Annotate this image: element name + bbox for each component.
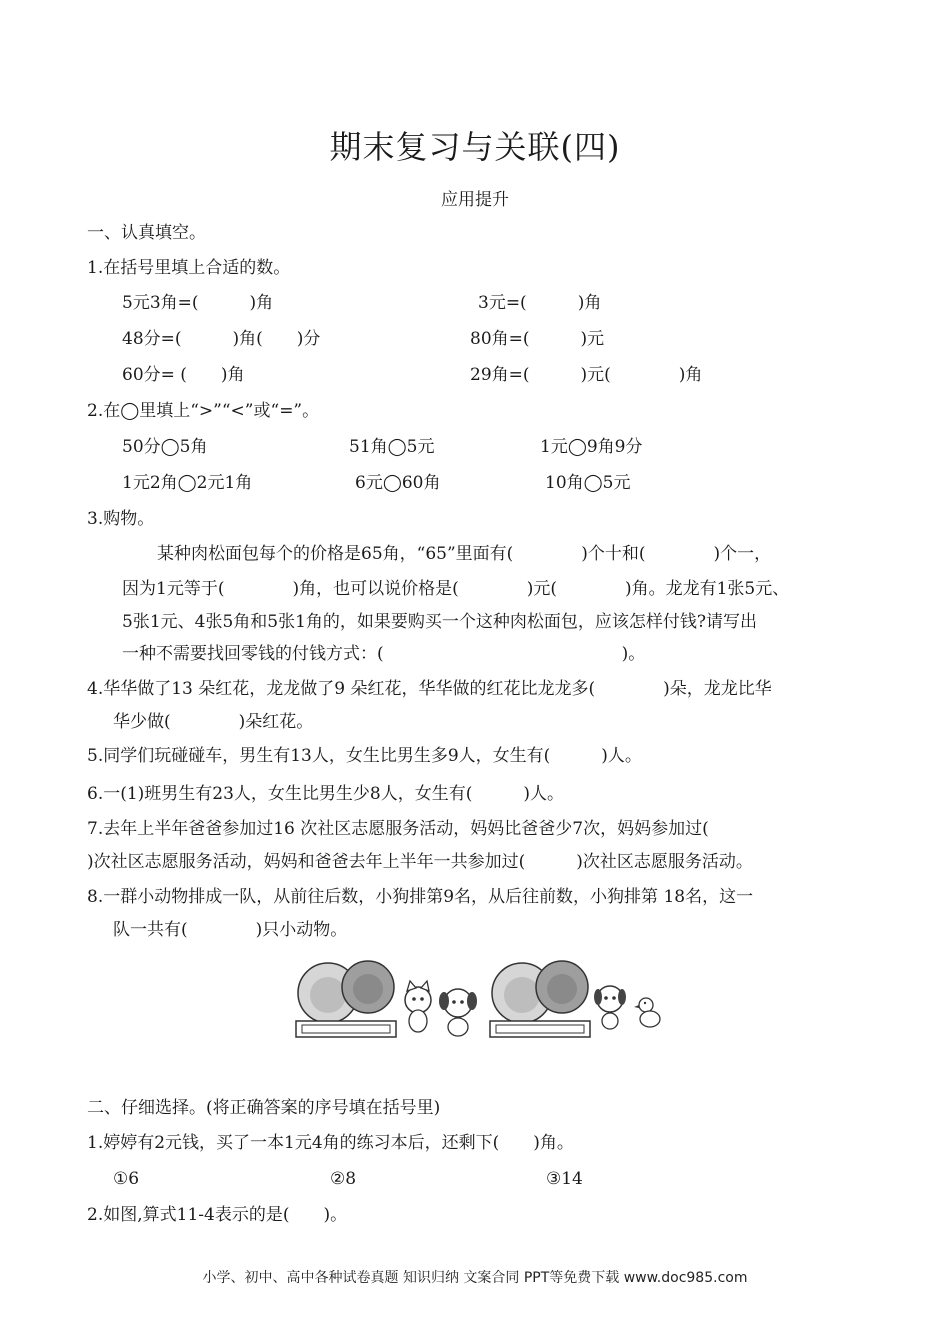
q2-item: 51角◯5元 xyxy=(349,437,435,457)
q7-line: 7.去年上半年爸爸参加过16 次社区志愿服务活动，妈妈比爸爸少7次，妈妈参加过( xyxy=(87,819,709,839)
q1-item: 5元3角=( )角 xyxy=(122,293,274,313)
q5-text: 5.同学们玩碰碰车，男生有13人，女生比男生多9人，女生有( )人。 xyxy=(87,746,642,766)
q2-item: 6元◯60角 xyxy=(355,473,441,493)
q4-line: 华少做( )朵红花。 xyxy=(113,712,314,732)
q3-line: 5张1元、4张5角和5张1角的，如果要购买一个这种肉松面包，应该怎样付钱?请写出 xyxy=(122,612,758,632)
flower-planter-left xyxy=(296,961,396,1037)
q8-line: 队一共有( )只小动物。 xyxy=(113,920,348,940)
q2-item: 1元◯9角9分 xyxy=(540,437,643,457)
q2-prompt: 2.在◯里填上“>”“<”或“=”。 xyxy=(87,401,320,421)
q1-item: 80角=( )元 xyxy=(470,329,605,349)
q4-line: 4.华华做了13 朵红花，龙龙做了9 朵红花，华华做的红花比龙龙多( )朵，龙龙比华 xyxy=(87,679,772,699)
s2-q1-option: ①6 xyxy=(113,1169,140,1189)
q8-line: 8.一群小动物排成一队，从前往后数，小狗排第9名，从后往前数，小狗排第 18名，这一 xyxy=(87,887,754,907)
cat-icon xyxy=(405,981,431,1032)
q2-item: 50分◯5角 xyxy=(122,437,208,457)
q2-item: 1元2角◯2元1角 xyxy=(122,473,253,493)
q1-prompt: 1.在括号里填上合适的数。 xyxy=(87,258,291,278)
q3-prompt: 3.购物。 xyxy=(87,509,155,529)
page-title: 期末复习与关联(四) xyxy=(329,128,621,166)
q1-item: 48分=( )角( )分 xyxy=(122,329,321,349)
animals-queue-illustration xyxy=(290,955,670,1045)
s2-q1-option: ③14 xyxy=(546,1169,583,1189)
q3-line: 一种不需要找回零钱的付钱方式：( )。 xyxy=(122,644,646,664)
section1-heading: 一、认真填空。 xyxy=(87,223,206,243)
chick-icon xyxy=(634,998,660,1027)
s2-q1-prompt: 1.婷婷有2元钱，买了一本1元4角的练习本后，还剩下( )角。 xyxy=(87,1133,574,1153)
q1-item: 60分= ( )角 xyxy=(122,365,245,385)
q3-line: 因为1元等于( )角，也可以说价格是( )元( )角。龙龙有1张5元、 xyxy=(122,579,790,599)
flower-planter-right xyxy=(490,961,590,1037)
q2-item: 10角◯5元 xyxy=(545,473,631,493)
q1-item: 29角=( )元( )角 xyxy=(470,365,703,385)
q1-item: 3元=( )角 xyxy=(478,293,602,313)
s2-q1-option: ②8 xyxy=(330,1169,357,1189)
q7-line: )次社区志愿服务活动，妈妈和爸爸去年上半年一共参加过( )次社区志愿服务活动。 xyxy=(87,852,753,872)
dog-icon xyxy=(439,989,477,1036)
q3-line: 某种肉松面包每个的价格是65角，“65”里面有( )个十和( )个一， xyxy=(157,544,772,564)
footer-text: 小学、初中、高中各种试卷真题 知识归纳 文案合同 PPT等免费下载 www.doc985.com xyxy=(202,1270,748,1286)
q6-text: 6.一(1)班男生有23人，女生比男生少8人，女生有( )人。 xyxy=(87,784,565,804)
page-subtitle: 应用提升 xyxy=(441,190,509,210)
section2-heading: 二、仔细选择。(将正确答案的序号填在括号里) xyxy=(87,1098,441,1118)
s2-q2-prompt: 2.如图,算式11-4表示的是( )。 xyxy=(87,1205,348,1225)
puppy-icon xyxy=(594,986,626,1029)
